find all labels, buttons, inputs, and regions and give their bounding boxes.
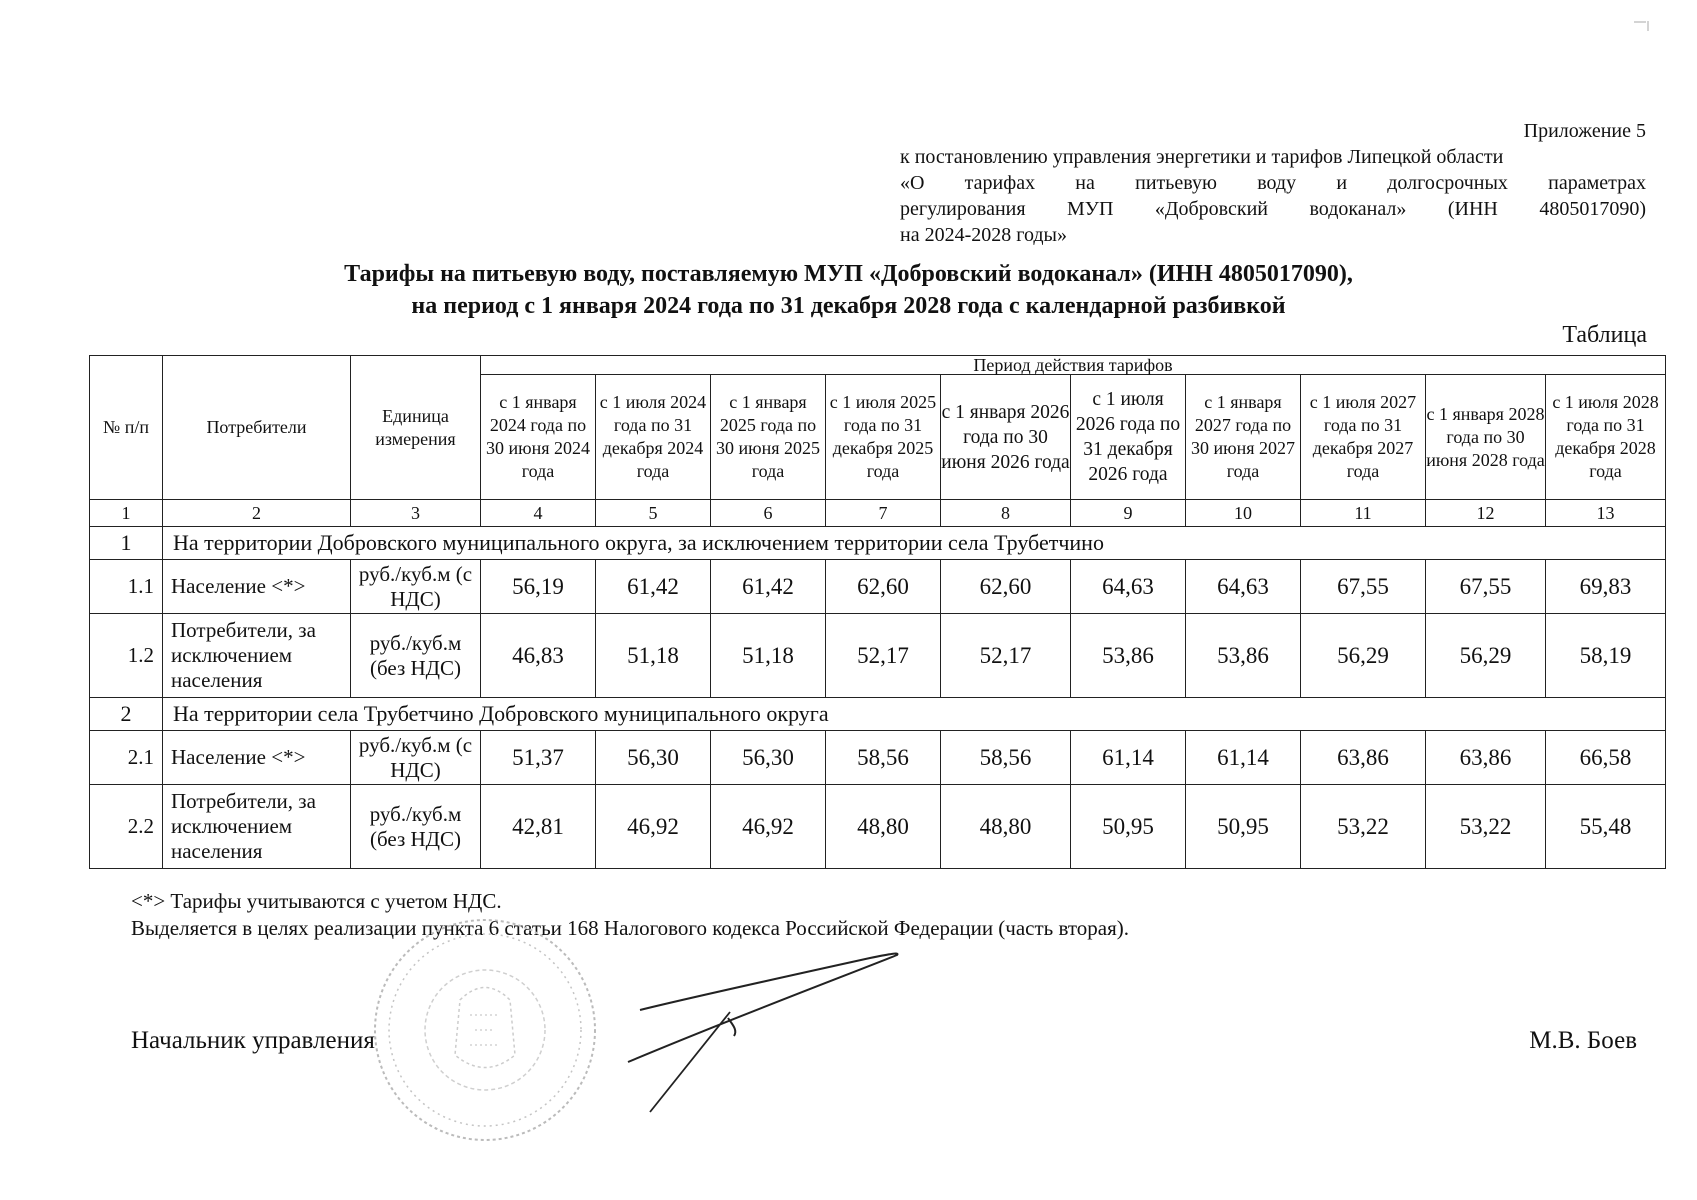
appendix-line: «О тарифах на питьевую воду и долгосрочных параметрах	[900, 172, 1646, 194]
tariff-value: 52,17	[826, 614, 941, 698]
unit-cell: руб./куб.м (без НДС)	[351, 614, 481, 698]
signature	[620, 950, 950, 1125]
tariff-value: 50,95	[1186, 785, 1301, 869]
column-number: 6	[711, 500, 826, 527]
unit-cell: руб./куб.м (с НДС)	[351, 731, 481, 785]
tariff-value: 46,83	[481, 614, 596, 698]
tariff-value: 53,86	[1071, 614, 1186, 698]
tariff-value: 61,14	[1186, 731, 1301, 785]
tariff-value: 48,80	[826, 785, 941, 869]
footnote-line: <*> Тарифы учитываются с учетом НДС.	[131, 889, 502, 913]
column-number: 1	[90, 500, 163, 527]
header-consumers: Потребители	[163, 356, 351, 500]
table-row	[90, 785, 1666, 869]
tariff-value: 51,18	[596, 614, 711, 698]
period-header: с 1 января 2027 года по 30 июня 2027 года	[1186, 375, 1301, 500]
tariff-value: 56,30	[711, 731, 826, 785]
appendix-line: на 2024-2028 годы»	[900, 224, 1067, 246]
tariff-value: 56,29	[1301, 614, 1426, 698]
row-number: 2.1	[90, 731, 163, 785]
column-number: 4	[481, 500, 596, 527]
period-header: с 1 июля 2026 года по 31 декабря 2026 года	[1071, 375, 1186, 500]
tariff-value: 61,42	[596, 560, 711, 614]
period-header: с 1 января 2028 года по 30 июня 2028 года	[1426, 375, 1546, 500]
period-header: с 1 января 2025 года по 30 июня 2025 года	[711, 375, 826, 500]
corner-mark	[1634, 20, 1650, 38]
row-number: 1.2	[90, 614, 163, 698]
tariff-value: 62,60	[826, 560, 941, 614]
tariff-value: 51,37	[481, 731, 596, 785]
consumer-cell: Потребители, за исключением населения	[163, 614, 351, 698]
section-row	[90, 698, 1666, 731]
column-number: 3	[351, 500, 481, 527]
appendix-line: к постановлению управления энергетики и тарифов Липецкой области	[900, 146, 1504, 168]
tariff-value: 50,95	[1071, 785, 1186, 869]
header-period: Период действия тарифов	[481, 356, 1666, 375]
table-row	[90, 560, 1666, 614]
section-title: На территории села Трубетчино Добровского муниципального округа	[163, 698, 1666, 731]
appendix-block	[900, 118, 1646, 248]
section-number: 2	[90, 698, 163, 731]
tariff-value: 42,81	[481, 785, 596, 869]
tariff-value: 53,22	[1301, 785, 1426, 869]
tariff-value: 62,60	[941, 560, 1071, 614]
period-header: с 1 июля 2024 года по 31 декабря 2024 года	[596, 375, 711, 500]
tariff-table	[89, 355, 1666, 869]
period-header: с 1 июля 2025 года по 31 декабря 2025 года	[826, 375, 941, 500]
signatory-position: Начальник управления	[131, 1027, 375, 1054]
tariff-value: 51,18	[711, 614, 826, 698]
section-row	[90, 527, 1666, 560]
period-header: с 1 июля 2027 года по 31 декабря 2027 года	[1301, 375, 1426, 500]
unit-cell: руб./куб.м (с НДС)	[351, 560, 481, 614]
tariff-value: 64,63	[1071, 560, 1186, 614]
column-number: 13	[1546, 500, 1666, 527]
tariff-value: 53,22	[1426, 785, 1546, 869]
header-number: № п/п	[90, 356, 163, 500]
period-header: с 1 июля 2028 года по 31 декабря 2028 года	[1546, 375, 1666, 500]
tariff-value: 52,17	[941, 614, 1071, 698]
tariff-value: 58,19	[1546, 614, 1666, 698]
tariff-value: 67,55	[1426, 560, 1546, 614]
tariff-value: 61,14	[1071, 731, 1186, 785]
tariff-value: 56,29	[1426, 614, 1546, 698]
header-unit: Единица измерения	[351, 356, 481, 500]
tariff-value: 58,56	[826, 731, 941, 785]
official-stamp	[370, 915, 600, 1150]
tariff-value: 56,19	[481, 560, 596, 614]
title-line: Тарифы на питьевую воду, поставляемую МУП «Добровский водоканал» (ИНН 4805017090),	[344, 261, 1353, 287]
column-number: 5	[596, 500, 711, 527]
section-title: На территории Добровского муниципального округа, за исключением территории села Трубетчино	[163, 527, 1666, 560]
tariff-value: 58,56	[941, 731, 1071, 785]
footnote-line: Выделяется в целях реализации пункта 6 статьи 168 Налогового кодекса Российской Федерации (часть вторая).	[131, 916, 1130, 940]
period-header: с 1 января 2024 года по 30 июня 2024 года	[481, 375, 596, 500]
consumer-cell: Потребители, за исключением населения	[163, 785, 351, 869]
tariff-value: 64,63	[1186, 560, 1301, 614]
appendix-number: Приложение 5	[1523, 120, 1646, 142]
section-number: 1	[90, 527, 163, 560]
column-number: 12	[1426, 500, 1546, 527]
tariff-value: 56,30	[596, 731, 711, 785]
tariff-value: 69,83	[1546, 560, 1666, 614]
table-label: Таблица	[1562, 322, 1647, 348]
consumer-cell: Население <*>	[163, 731, 351, 785]
table-row	[90, 614, 1666, 698]
unit-cell: руб./куб.м (без НДС)	[351, 785, 481, 869]
tariff-value: 53,86	[1186, 614, 1301, 698]
tariff-value: 66,58	[1546, 731, 1666, 785]
tariff-value: 55,48	[1546, 785, 1666, 869]
column-number: 2	[163, 500, 351, 527]
tariff-value: 48,80	[941, 785, 1071, 869]
document-title	[0, 258, 1697, 322]
column-number: 10	[1186, 500, 1301, 527]
period-header: с 1 января 2026 года по 30 июня 2026 года	[941, 375, 1071, 500]
column-number: 11	[1301, 500, 1426, 527]
tariff-value: 46,92	[711, 785, 826, 869]
table-row	[90, 731, 1666, 785]
row-number: 2.2	[90, 785, 163, 869]
appendix-line: регулирования МУП «Добровский водоканал» (ИНН 4805017090)	[900, 198, 1646, 220]
column-number: 8	[941, 500, 1071, 527]
row-number: 1.1	[90, 560, 163, 614]
tariff-value: 67,55	[1301, 560, 1426, 614]
tariff-value: 61,42	[711, 560, 826, 614]
consumer-cell: Население <*>	[163, 560, 351, 614]
title-line: на период с 1 января 2024 года по 31 декабря 2028 года с календарной разбивкой	[411, 293, 1286, 319]
tariff-value: 63,86	[1301, 731, 1426, 785]
footnote	[131, 888, 1129, 942]
signatory-name: М.В. Боев	[1529, 1027, 1637, 1054]
tariff-value: 63,86	[1426, 731, 1546, 785]
column-number: 7	[826, 500, 941, 527]
column-number: 9	[1071, 500, 1186, 527]
tariff-value: 46,92	[596, 785, 711, 869]
